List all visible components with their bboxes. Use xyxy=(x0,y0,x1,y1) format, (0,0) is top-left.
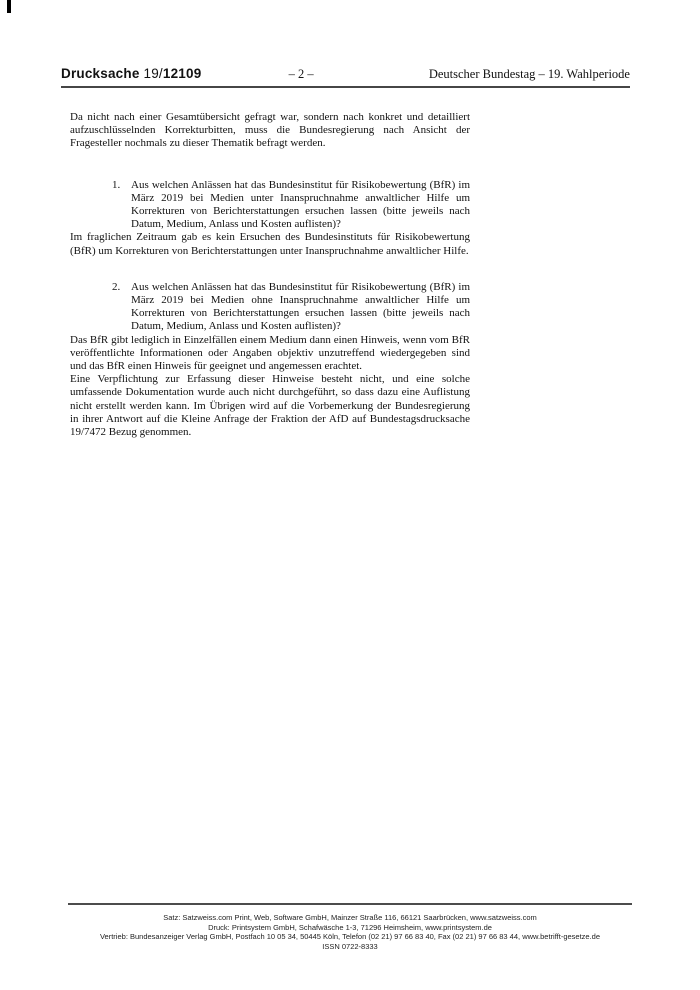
imprint-druck-line: Druck: Printsystem GmbH, Schafwäsche 1-3, 71296 Heimsheim, www.printsystem.de xyxy=(208,922,492,932)
doc-label: Drucksache xyxy=(61,66,140,81)
answer-2-paragraph-1: Das BfR gibt lediglich in Einzelfällen einem Medium dann einen Hinweis, wenn vom BfR veröffentlichte Informationen oder Angaben objektiv unzutreffend wiedergegeben sind und das BfR einen Hinweis für geeignet und angemessen erachtet. xyxy=(70,333,470,373)
footer-divider xyxy=(68,903,632,905)
scan-corner-mark xyxy=(7,0,11,13)
doc-number-prefix: 19/ xyxy=(143,66,163,81)
page-number: – 2 – xyxy=(288,67,314,81)
imprint-issn-line: ISSN 0722-8333 xyxy=(322,941,378,951)
page-header xyxy=(61,66,630,88)
imprint-satz-line: Satz: Satzweiss.com Print, Web, Software GmbH, Mainzer Straße 116, 66121 Saarbrücken, www.satzweiss.com xyxy=(163,913,537,922)
document-body xyxy=(70,111,470,439)
imprint-vertrieb-line: Vertrieb: Bundesanzeiger Verlag GmbH, Postfach 10 05 34, 50445 Köln, Telefon (02 21) 97 66 83 40, Fax (02 21) 97 66 83 44, www.betrifft-gesetze.de xyxy=(99,932,601,941)
doc-number xyxy=(61,66,201,81)
intro-paragraph: Da nicht nach einer Gesamtübersicht gefragt war, sondern nach konkret und detailliert aufzuschlüsselnden Korrekturbitten, muss die Bundesregierung nach Ansicht der Fragesteller nochmals zu dieser Thematik befragt werden. xyxy=(70,111,470,150)
answer-2-paragraph-2: Eine Verpflichtung zur Erfassung dieser Hinweise besteht nicht, und eine solche umfassende Dokumentation wurde auch nicht durchgeführt, so dass dazu eine Auflistung nicht erstellt werden kann. Im Übrigen wird auf die Vorbemerkung der Bundesregierung in ihrer Antwort auf die Kleine Anfrage der Fraktion der AfD auf Bundestagsdrucksache 19/7472 Bezug genommen. xyxy=(70,373,470,439)
question-2 xyxy=(112,281,470,334)
imprint-footer xyxy=(50,913,650,951)
question-2-number: 2. xyxy=(112,280,121,293)
question-2-text: Aus welchen Anlässen hat das Bundesinstitut für Risikobewertung (BfR) im März 2019 bei Medien ohne Inanspruchnahme anwaltlicher Hilfe um Korrekturen von Berichterstattungen ersuchen lassen (bitte jeweils nach Datum, Medium, Anlass und Kosten auflisten)? xyxy=(131,280,470,333)
answer-1-paragraph: Im fraglichen Zeitraum gab es kein Ersuchen des Bundesinstituts für Risikobewertung (BfR) um Korrekturen von Berichterstattungen unter Inanspruchnahme anwaltlicher Hilfe. xyxy=(70,231,470,257)
question-1-text: Aus welchen Anlässen hat das Bundesinstitut für Risikobewertung (BfR) im März 2019 bei Medien unter Inanspruchnahme anwaltlicher Hilfe um Korrekturen von Berichterstattungen ersuchen lassen (bitte jeweils nach Datum, Medium, Anlass und Kosten auflisten)? xyxy=(131,178,470,231)
question-1 xyxy=(112,179,470,232)
doc-number-value: 12109 xyxy=(162,66,202,81)
question-1-number: 1. xyxy=(112,178,121,191)
header-right-title: Deutscher Bundestag – 19. Wahlperiode xyxy=(428,67,630,81)
